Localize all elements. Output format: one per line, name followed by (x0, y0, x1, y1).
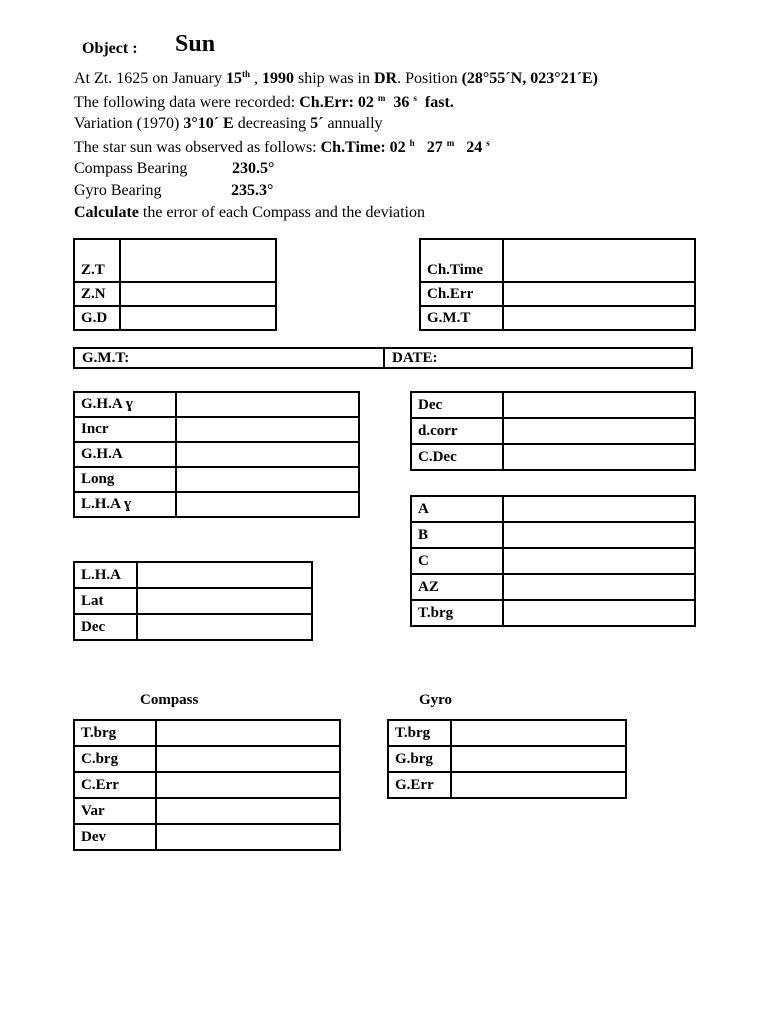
incr-value-cell[interactable] (176, 417, 359, 442)
tbrg-value-cell[interactable] (503, 600, 695, 626)
l2-cherr: Ch.Err: 02 (299, 94, 374, 111)
compass-cerr-value-cell[interactable] (156, 772, 340, 798)
gyro-bearing-value: 235.3° (231, 182, 274, 199)
l2-s: s (413, 93, 417, 103)
table-row (420, 306, 695, 330)
l1-dr: DR (374, 70, 398, 87)
table-row (74, 467, 359, 492)
dec-label: Dec (411, 392, 503, 418)
l1-year: 1990 (262, 70, 294, 87)
table-row (420, 282, 695, 306)
gyro-gerr-label: G.Err (388, 772, 451, 798)
gd-value-cell[interactable] (120, 306, 276, 330)
l1-b: , (250, 70, 262, 87)
a-value-cell[interactable] (503, 496, 695, 522)
l1-c: ship was in (294, 70, 374, 87)
gyro-gerr-value-cell[interactable] (451, 772, 626, 798)
lha-aries-label: L.H.A ɣ (74, 492, 176, 517)
table-row (74, 798, 340, 824)
table-row (388, 720, 626, 746)
table-row (420, 239, 695, 282)
dcorr-value-cell[interactable] (503, 418, 695, 444)
object-label: Object : (82, 40, 138, 57)
lha-label: L.H.A (74, 562, 137, 588)
declination-table (410, 391, 696, 471)
lha-aries-value-cell[interactable] (176, 492, 359, 517)
gha-aries-label: G.H.A ɣ (74, 392, 176, 417)
gyro-tbrg-label: T.brg (388, 720, 451, 746)
table-row (74, 588, 312, 614)
compass-var-label: Var (74, 798, 156, 824)
gmt-label: G.M.T (420, 306, 503, 330)
gmt-value-cell[interactable] (503, 306, 695, 330)
l3-b: decreasing (233, 115, 311, 132)
table-row (388, 772, 626, 798)
compass-cerr-label: C.Err (74, 772, 156, 798)
chtime-value-cell[interactable] (503, 239, 695, 282)
compass-tbrg-value-cell[interactable] (156, 720, 340, 746)
table-row (74, 392, 359, 417)
l1-position: (28°55´N, 023°21´E) (461, 70, 598, 87)
gyro-gbrg-value-cell[interactable] (451, 746, 626, 772)
table-row (388, 746, 626, 772)
l3-var: 3°10´ E (183, 115, 234, 132)
statement-line-3 (74, 115, 383, 133)
compass-tbrg-label: T.brg (74, 720, 156, 746)
table-row (74, 772, 340, 798)
statement-line-2 (74, 93, 454, 112)
table-row (411, 548, 695, 574)
dec-value-cell[interactable] (503, 392, 695, 418)
table-row (411, 600, 695, 626)
gyro-bearing-label: Gyro Bearing (74, 182, 162, 199)
l3-dec: 5´ (310, 115, 324, 132)
chronometer-table (419, 238, 696, 331)
table-row (74, 824, 340, 850)
lha-table (73, 561, 313, 641)
az-value-cell[interactable] (503, 574, 695, 600)
table-row (411, 392, 695, 418)
l4-s: s (486, 138, 490, 148)
compass-bearing-label: Compass Bearing (74, 160, 188, 177)
table-row (74, 720, 340, 746)
lha-dec-label: Dec (74, 614, 137, 640)
l1-th: th (241, 69, 250, 79)
lha-value-cell[interactable] (137, 562, 312, 588)
gd-label: G.D (74, 306, 120, 330)
gyro-title: Gyro (419, 692, 453, 708)
compass-dev-label: Dev (74, 824, 156, 850)
a-label: A (411, 496, 503, 522)
incr-label: Incr (74, 417, 176, 442)
gmt-bar-cell[interactable]: G.M.T: (75, 349, 385, 367)
table-row (411, 418, 695, 444)
compass-cbrg-label: C.brg (74, 746, 156, 772)
l4-a: The star sun was observed as follows: (74, 139, 321, 156)
cherr-value-cell[interactable] (503, 282, 695, 306)
cdec-value-cell[interactable] (503, 444, 695, 470)
table-row (74, 492, 359, 517)
l1-d: . Position (397, 70, 462, 87)
l3-a: Variation (1970) (74, 115, 184, 132)
compass-dev-value-cell[interactable] (156, 824, 340, 850)
abc-table (410, 495, 696, 627)
compass-bearing-value: 230.5° (232, 160, 275, 177)
l7-calculate: Calculate (74, 204, 139, 221)
l3-c: annually (323, 115, 383, 132)
table-row (411, 522, 695, 548)
c-label: C (411, 548, 503, 574)
chtime-label: Ch.Time (420, 239, 503, 282)
gha-aries-value-cell[interactable] (176, 392, 359, 417)
l2-fast: fast. (424, 94, 454, 111)
l2-a: The following data were recorded: (74, 94, 300, 111)
table-row (74, 562, 312, 588)
gyro-table (387, 719, 627, 799)
cherr-label: Ch.Err (420, 282, 503, 306)
tbrg-label: T.brg (411, 600, 503, 626)
date-bar-cell[interactable]: DATE: (392, 350, 438, 366)
table-row (74, 282, 276, 306)
gmt-date-bar (73, 347, 693, 369)
compass-cbrg-value-cell[interactable] (156, 746, 340, 772)
lha-dec-value-cell[interactable] (137, 614, 312, 640)
table-row (411, 574, 695, 600)
gha-table (73, 391, 360, 518)
table-row (74, 417, 359, 442)
gha-value-cell[interactable] (176, 442, 359, 467)
compass-var-value-cell[interactable] (156, 798, 340, 824)
b-value-cell[interactable] (503, 522, 695, 548)
table-row (411, 496, 695, 522)
l4-m: m (446, 138, 455, 148)
table-row (74, 442, 359, 467)
zn-label: Z.N (74, 282, 120, 306)
statement-line-7 (74, 204, 425, 222)
table-row (411, 444, 695, 470)
l4-chtime: Ch.Time: 02 (320, 139, 406, 156)
zn-value-cell[interactable] (120, 282, 276, 306)
c-value-cell[interactable] (503, 548, 695, 574)
cdec-label: C.Dec (411, 444, 503, 470)
zt-label: Z.T (74, 239, 120, 282)
zone-time-table (73, 238, 277, 331)
lat-value-cell[interactable] (137, 588, 312, 614)
l2-val: 36 (393, 94, 410, 111)
l4-h: h (409, 138, 415, 148)
table-row (74, 239, 276, 282)
table-row (74, 746, 340, 772)
l1-a: At Zt. 1625 on January (74, 70, 226, 87)
gha-label: G.H.A (74, 442, 176, 467)
l2-m: m (377, 93, 386, 103)
table-row (74, 306, 276, 330)
l1-day: 15 (225, 70, 242, 87)
table-row (74, 614, 312, 640)
object-value: Sun (175, 31, 216, 57)
b-label: B (411, 522, 503, 548)
compass-title: Compass (140, 692, 199, 708)
az-label: AZ (411, 574, 503, 600)
l7-rest: the error of each Compass and the deviation (138, 204, 425, 221)
long-label: Long (74, 467, 176, 492)
long-value-cell[interactable] (176, 467, 359, 492)
gyro-tbrg-value-cell[interactable] (451, 720, 626, 746)
zt-value-cell[interactable] (120, 239, 276, 282)
l4-min: 27 (426, 139, 443, 156)
gyro-gbrg-label: G.brg (388, 746, 451, 772)
dcorr-label: d.corr (411, 418, 503, 444)
compass-table (73, 719, 341, 851)
lat-label: Lat (74, 588, 137, 614)
l4-sec: 24 (466, 139, 483, 156)
statement-line-1 (74, 69, 598, 88)
statement-line-4 (74, 138, 490, 157)
